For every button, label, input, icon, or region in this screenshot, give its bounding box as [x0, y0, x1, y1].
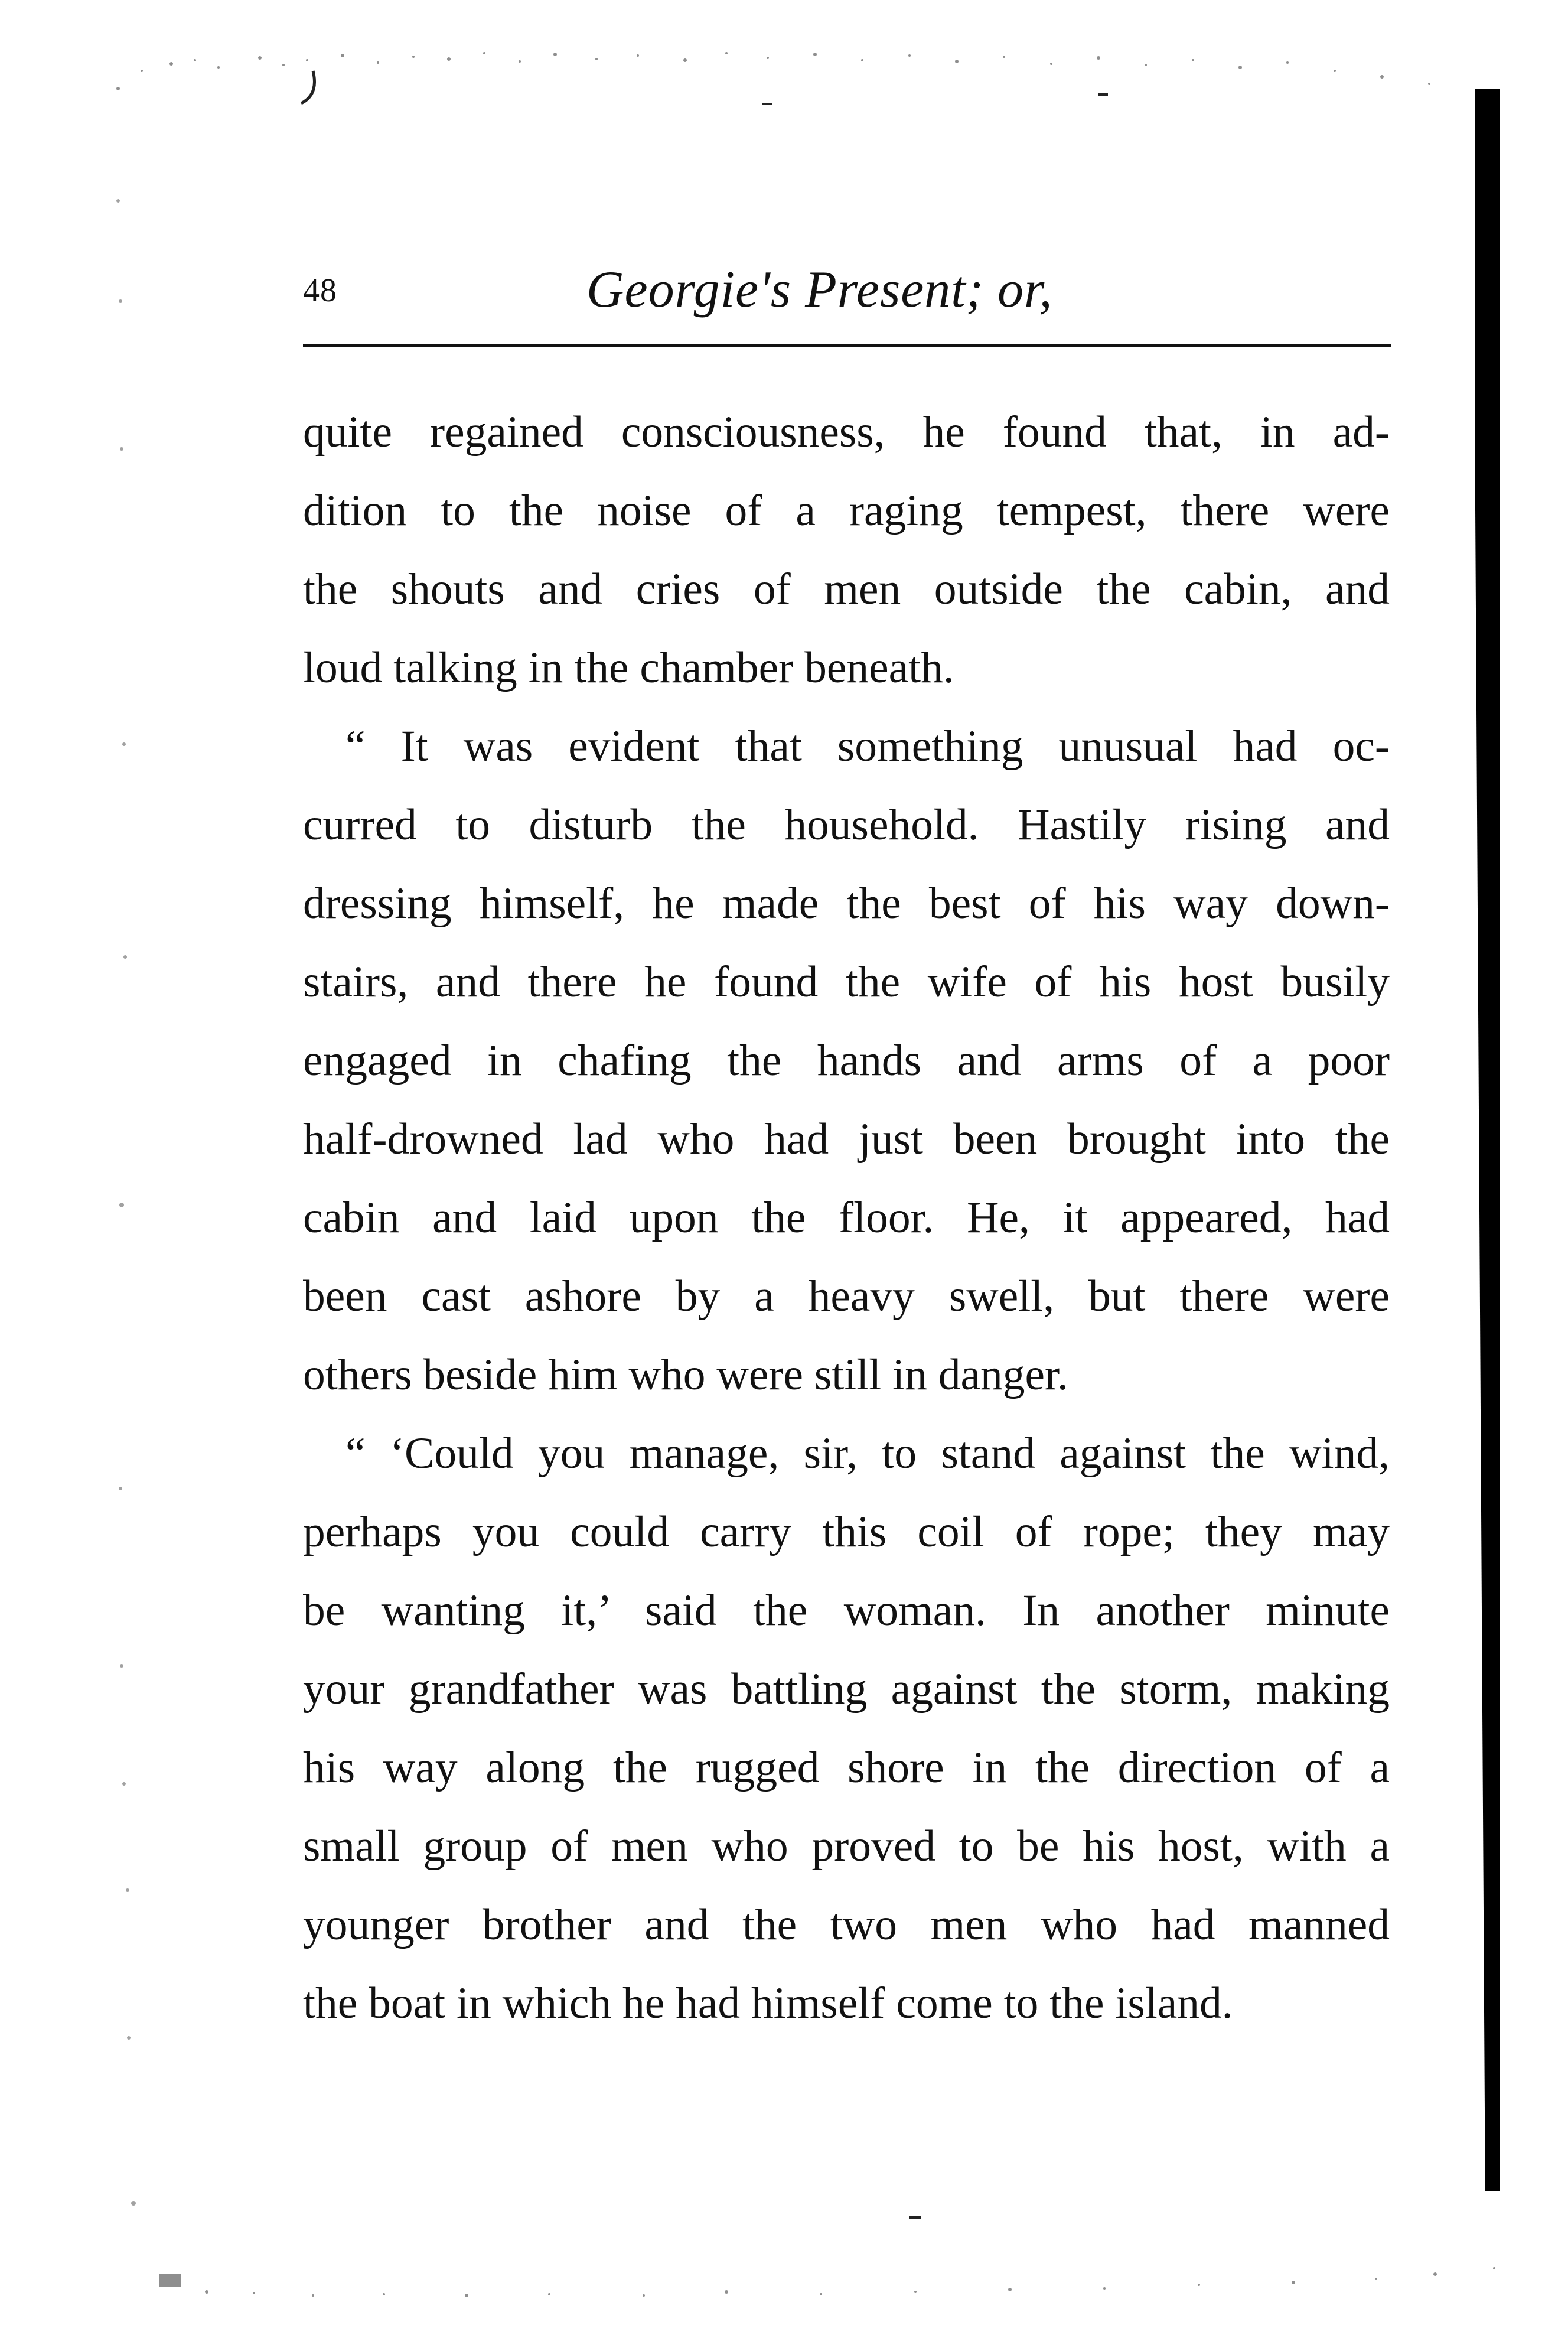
text-line: half-drowned lad who had just been brought into the	[303, 1115, 1390, 1164]
running-title: Georgie's Present; or,	[586, 261, 1053, 318]
text-line: stairs, and there he found the wife of his host busily	[303, 958, 1390, 1007]
text-line: younger brother and the two men who had manned	[303, 1900, 1390, 1949]
running-header	[303, 260, 1401, 331]
text-line: others beside him who were still in danger.	[303, 1350, 1068, 1399]
scan-speckle-top	[106, 47, 1453, 118]
text-line: your grandfather was battling against the storm, making	[303, 1665, 1390, 1714]
text-line: engaged in chafing the hands and arms of a poor	[303, 1036, 1390, 1085]
scan-speckle-left	[100, 177, 154, 2274]
scan-speckle-bottom	[136, 2209, 1553, 2304]
text-line: the shouts and cries of men outside the cabin, and	[303, 565, 1390, 614]
text-line: small group of men who proved to be his host, with a	[303, 1822, 1390, 1871]
text-line: dressing himself, he made the best of his way down-	[303, 879, 1390, 928]
text-line: “ ‘Could you manage, sir, to stand against the wind,	[345, 1429, 1390, 1478]
text-line: the boat in which he had himself come to the island.	[303, 1979, 1233, 2028]
text-line: curred to disturb the household. Hastily rising and	[303, 800, 1390, 849]
header-rule	[303, 344, 1391, 347]
text-line: dition to the noise of a raging tempest, there were	[303, 486, 1390, 535]
text-line: cabin and laid upon the floor. He, it appeared, had	[303, 1193, 1390, 1242]
page-number: 48	[303, 272, 337, 309]
text-line: be wanting it,’ said the woman. In another minute	[303, 1586, 1390, 1635]
text-line: perhaps you could carry this coil of rope; they may	[303, 1507, 1390, 1556]
text-line: loud talking in the chamber beneath.	[303, 643, 954, 692]
body-text	[303, 393, 1390, 2043]
text-line: his way along the rugged shore in the direction of a	[303, 1743, 1390, 1792]
text-line: “ It was evident that something unusual had oc-	[345, 722, 1390, 771]
page-edge-shadow	[1475, 89, 1500, 2191]
text-line: been cast ashore by a heavy swell, but there were	[303, 1272, 1390, 1321]
text-line: quite regained consciousness, he found that, in ad-	[303, 408, 1390, 457]
